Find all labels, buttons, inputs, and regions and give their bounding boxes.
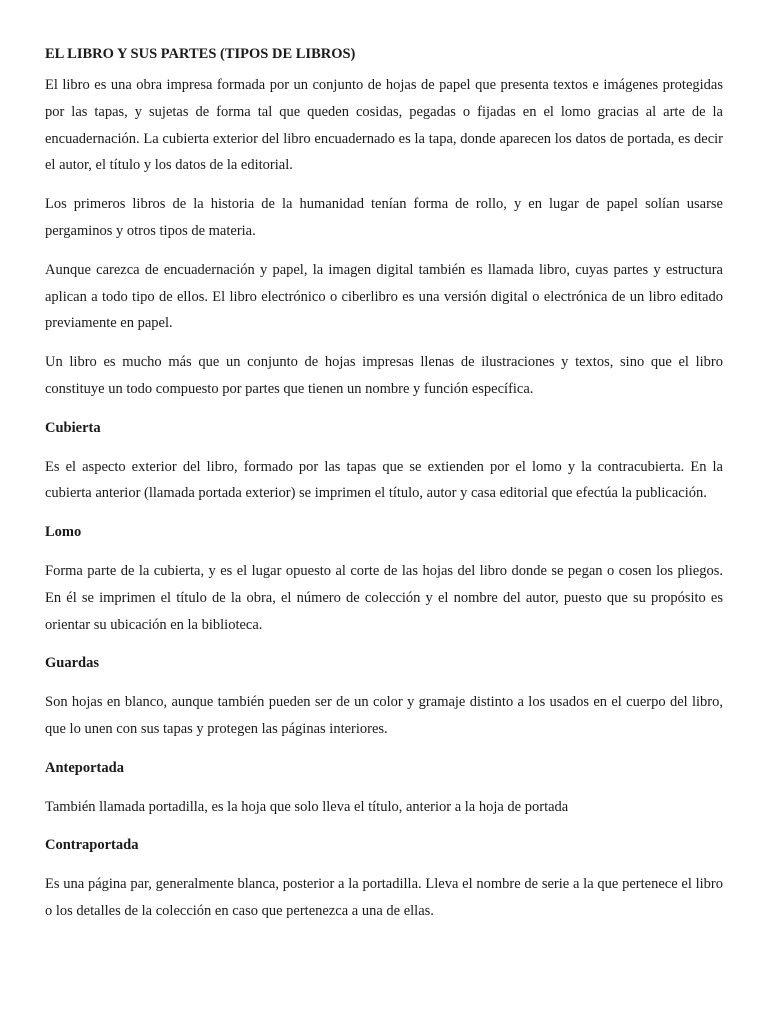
intro-paragraph-3: Aunque carezca de encuadernación y papel, la imagen digital también es llamada libro, cuyas partes y estructura aplican a todo tipo de ellos. El libro electrónico o ciberlibro es una versión digital o electrónica de un libro editado previamente en papel. <box>45 261 723 332</box>
section-text-anteportada: También llamada portadilla, es la hoja que solo lleva el título, anterior a la hoja de portada <box>45 798 569 815</box>
section-text-lomo: Forma parte de la cubierta, y es el lugar opuesto al corte de las hojas del libro donde se pegan o cosen los pliegos. En él se imprimen el título de la obra, el número de colección y el nombre del autor, puesto que su propósito es orientar su ubicación en la biblioteca. <box>45 562 723 633</box>
intro-paragraph-4: Un libro es mucho más que un conjunto de hojas impresas llenas de ilustraciones y textos, sino que el libro constituye un todo compuesto por partes que tienen un nombre y función específica. <box>45 354 723 397</box>
section-heading-lomo: Lomo <box>45 524 82 541</box>
section-text-contraportada: Es una página par, generalmente blanca, posterior a la portadilla. Lleva el nombre de serie a la que pertenece el libro o los detalles de la colección en caso que pertenezca a una de ellas. <box>45 876 723 919</box>
intro-paragraph-1: El libro es una obra impresa formada por un conjunto de hojas de papel que presenta textos e imágenes protegidas por las tapas, y sujetas de forma tal que queden cosidas, pegadas o fijadas en el lomo gracias al arte de la encuadernación. La cubierta exterior del libro encuadernado es la tapa, donde aparecen los datos de portada, es decir el autor, el título y los datos de la editorial. <box>45 77 723 174</box>
document-page <box>45 44 723 937</box>
section-heading-anteportada: Anteportada <box>45 759 124 776</box>
section-heading-contraportada: Contraportada <box>45 837 139 854</box>
intro-paragraph-2: Los primeros libros de la historia de la humanidad tenían forma de rollo, y en lugar de papel solían usarse pergaminos y otros tipos de materia. <box>45 196 723 239</box>
section-heading-cubierta: Cubierta <box>45 419 101 436</box>
section-heading-guardas: Guardas <box>45 655 99 672</box>
section-text-guardas: Son hojas en blanco, aunque también pueden ser de un color y gramaje distinto a los usados en el cuerpo del libro, que lo unen con sus tapas y protegen las páginas interiores. <box>45 694 723 737</box>
section-text-cubierta: Es el aspecto exterior del libro, formado por las tapas que se extienden por el lomo y la contracubierta. En la cubierta anterior (llamada portada exterior) se imprimen el título, autor y casa editorial que efectúa la publicación. <box>45 458 723 502</box>
document-title: EL LIBRO Y SUS PARTES (TIPOS DE LIBROS) <box>45 46 356 62</box>
